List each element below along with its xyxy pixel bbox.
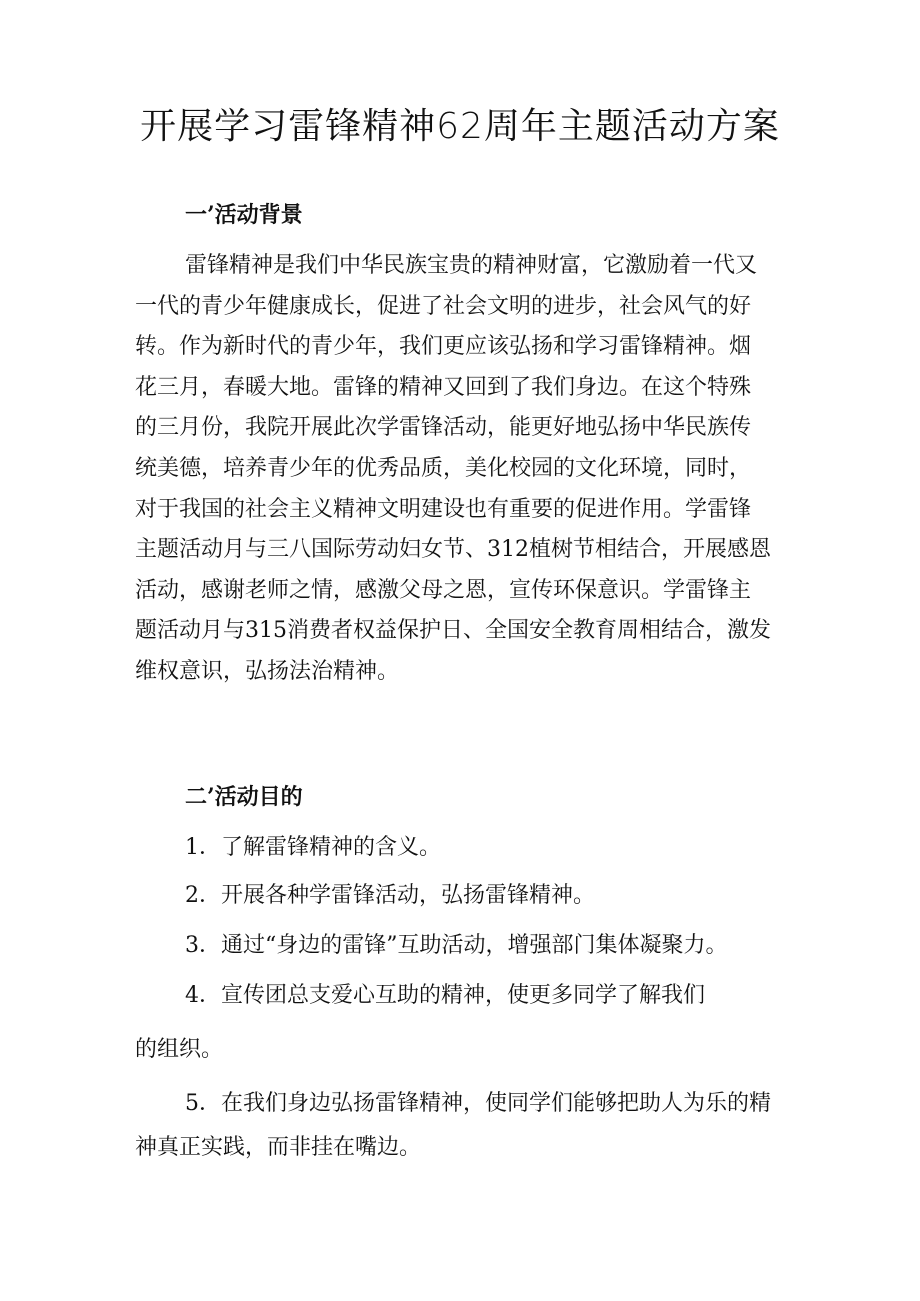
purpose-item-5 [135,1082,800,1170]
section-heading-purpose: 二’活动目的 [185,784,303,810]
purpose-item-4-continued: 的组织。 [135,1037,224,1062]
paragraph-line: 活动，感谢老师之情，感激父母之恩，宣传环保意识。学雷锋主 [135,577,752,603]
purpose-item-4: 4．宣传团总支爱心互助的精神，使更多同学了解我们 [185,983,705,1008]
document-title: 开展学习雷锋精神62周年主题活动方案 [140,106,780,147]
paragraph-line: 题活动月与315消费者权益保护日、全国安全教育周相结合，激发 [135,618,771,644]
paragraph-line: 一代的青少年健康成长，促进了社会文明的进步，社会风气的好 [135,293,752,319]
paragraph-line: 转。作为新时代的青少年，我们更应该弘扬和学习雷锋精神。烟 [135,334,752,360]
paragraph-line: 主题活动月与三八国际劳动妇女节、312植树节相结合，开展感恩 [135,537,771,563]
paragraph-line: 5．在我们身边弘扬雷锋精神，使同学们能够把助人为乐的精 [185,1091,771,1116]
paragraph-line: 雷锋精神是我们中华民族宝贵的精神财富，它激励着一代又 [185,253,758,278]
paragraph-line: 对于我国的社会主义精神文明建设也有重要的促进作用。学雷锋 [135,496,752,522]
paragraph-line: 花三月，春暖大地。雷锋的精神又回到了我们身边。在这个特殊 [135,374,752,400]
paragraph-line: 维权意识，弘扬法治精神。 [135,658,400,684]
paragraph-line: 神真正实践，而非挂在嘴边。 [135,1135,422,1160]
purpose-item-3: 3．通过“身边的雷锋”互助活动，增强部门集体凝聚力。 [185,933,728,958]
paragraph-line: 统美德，培养青少年的优秀品质，美化校园的文化环境，同时， [135,455,752,481]
background-paragraph [135,246,800,693]
paragraph-line: 的三月份，我院开展此次学雷锋活动，能更好地弘扬中华民族传 [135,415,752,441]
purpose-item-2: 2．开展各种学雷锋活动，弘扬雷锋精神。 [185,883,595,908]
purpose-item-1: 1．了解雷锋精神的含义。 [185,835,441,860]
section-heading-background: 一’活动背景 [185,202,303,228]
